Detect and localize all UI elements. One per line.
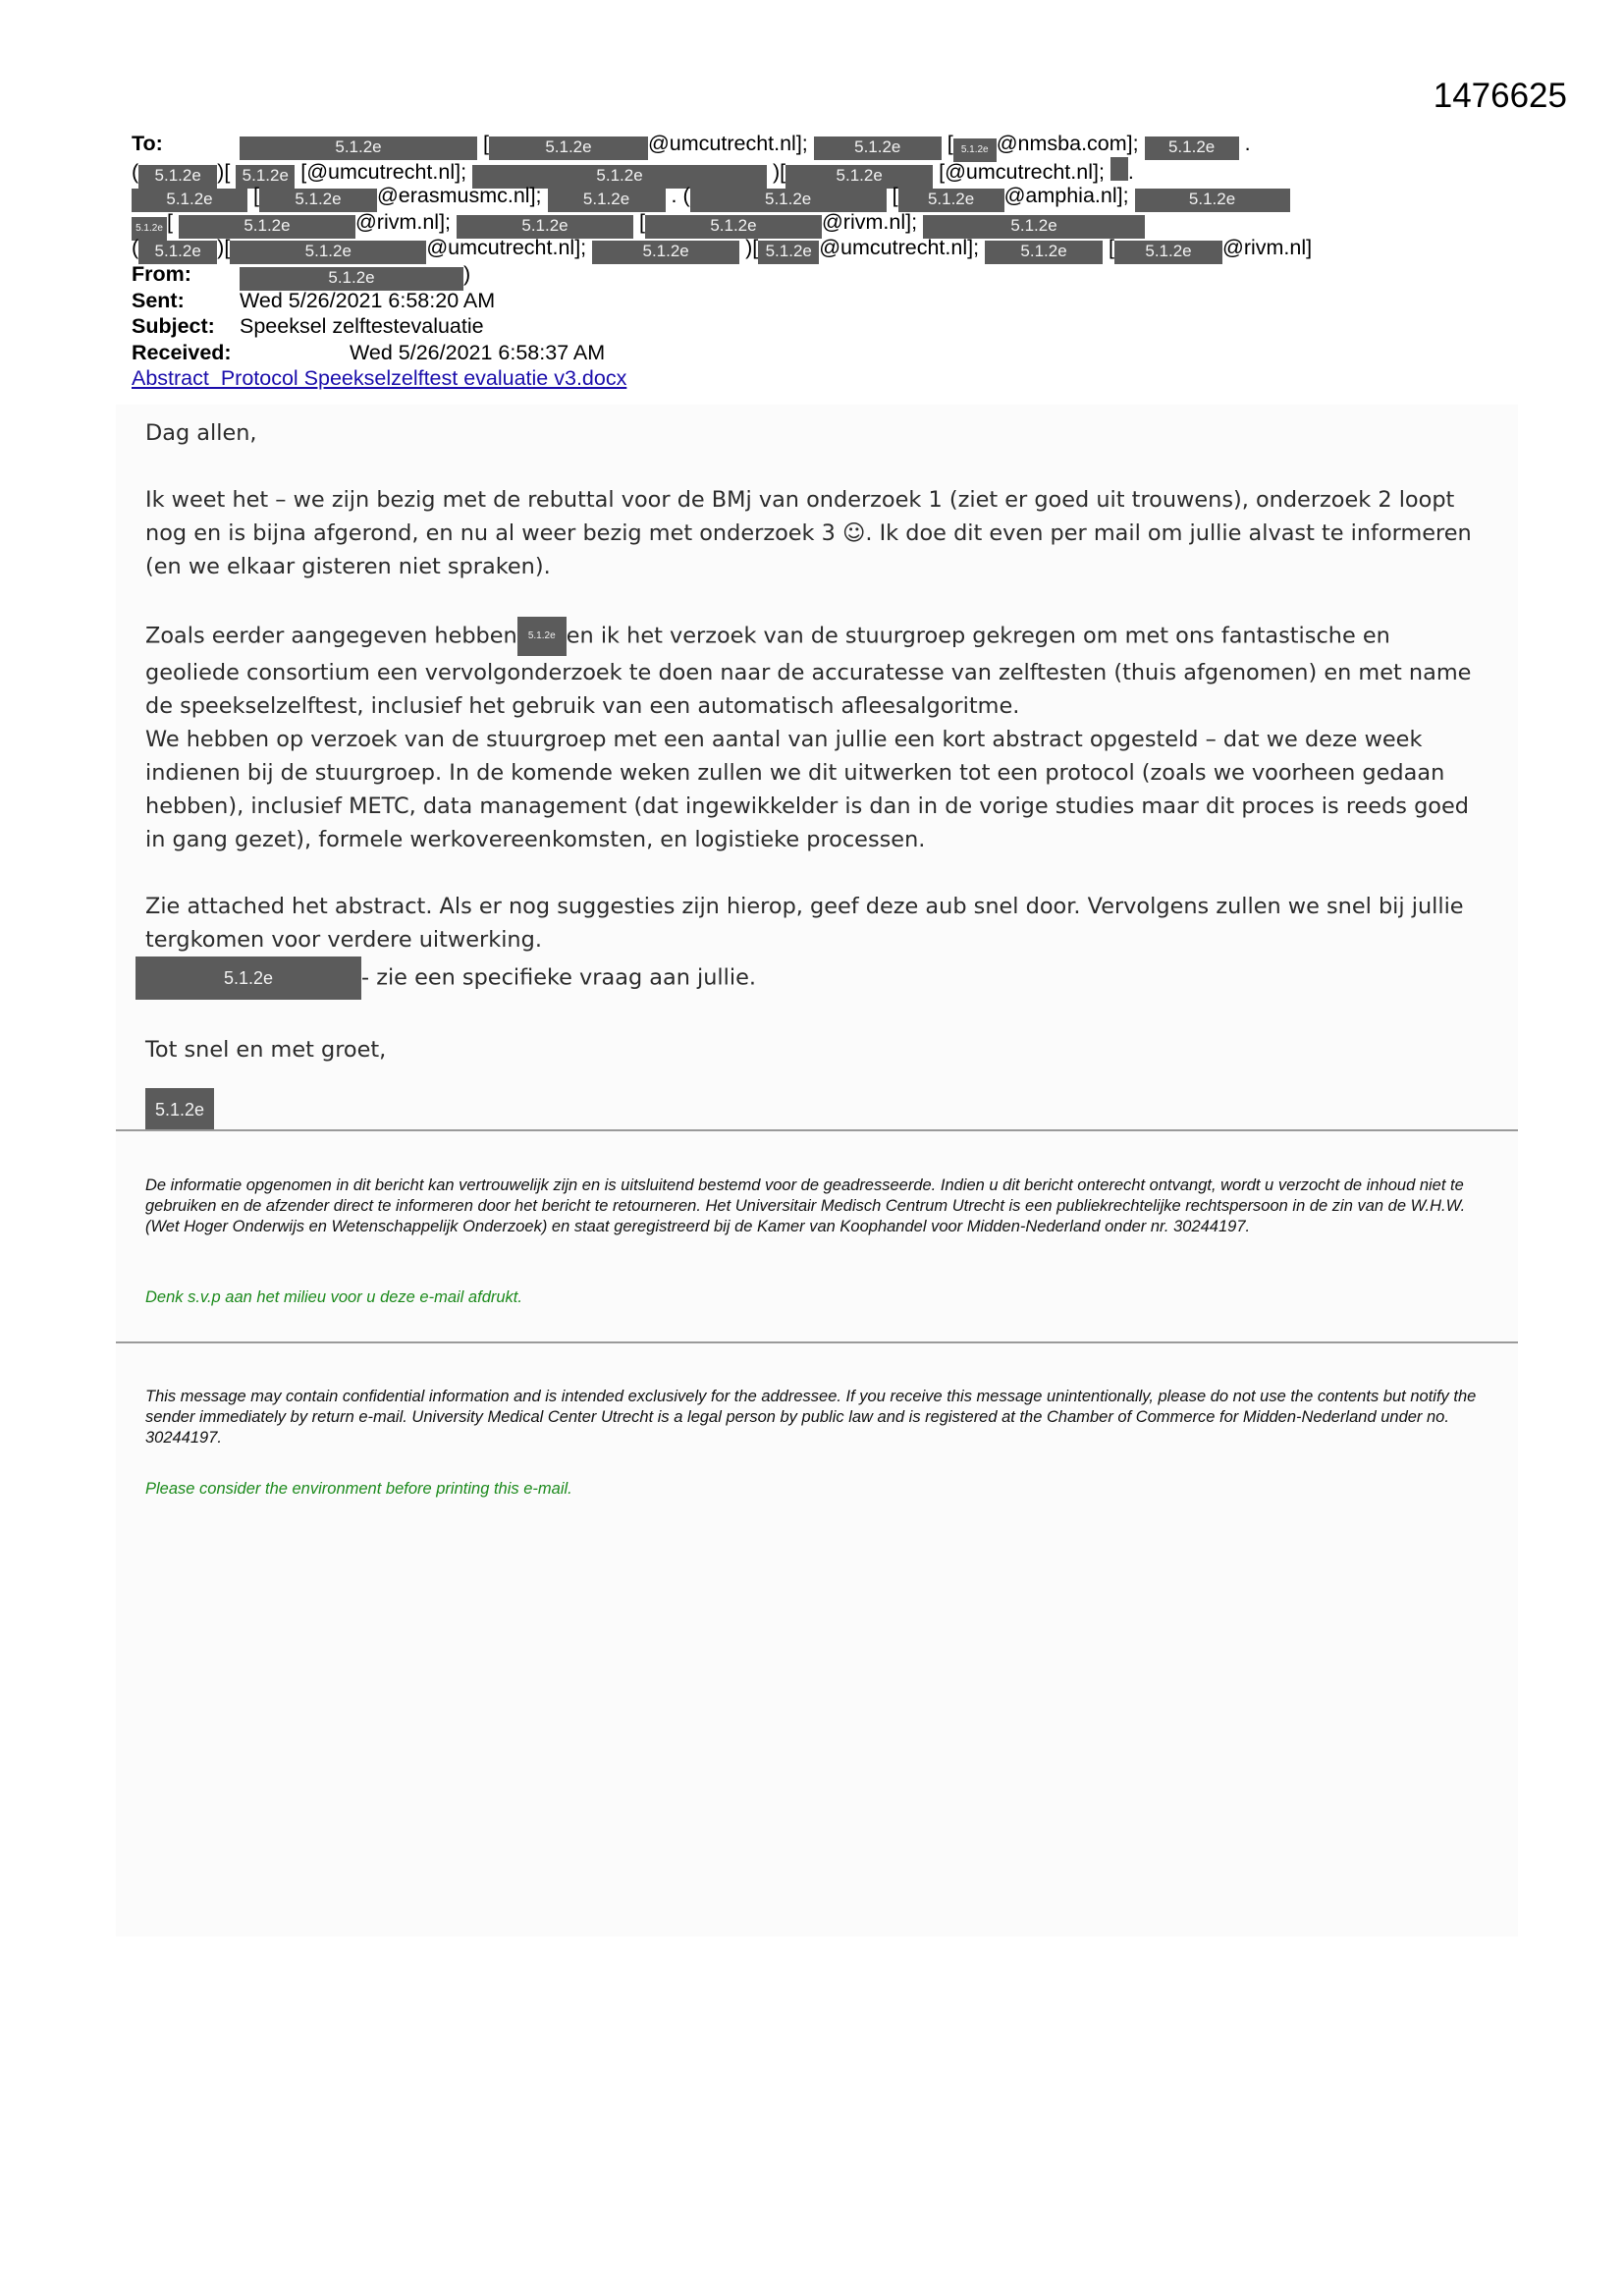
subject-value: Speeksel zelftestevaluatie — [240, 314, 484, 339]
redaction-box: 5.1.2e — [230, 241, 426, 264]
document-id: 1476625 — [1433, 77, 1567, 115]
email-header — [132, 131, 1487, 392]
divider — [116, 1129, 1518, 1131]
redaction-box: 5.1.2e — [240, 267, 463, 291]
divider — [116, 1341, 1518, 1343]
redaction-box: 5.1.2e — [132, 217, 167, 241]
recipient-domain: @umcutrecht.nl]; — [306, 159, 467, 184]
redaction-box: 5.1.2e — [1145, 137, 1239, 160]
sent-value: Wed 5/26/2021 6:58:20 AM — [240, 288, 496, 312]
redaction-box: 5.1.2e — [645, 215, 822, 239]
email-body — [145, 416, 1490, 1131]
received-row — [132, 340, 1487, 366]
to-row-4: 5.1.2e [ 5.1.2e @rivm.nl]; 5.1.2e [ 5.1.2e @rivm.nl]; 5.1.2e — [132, 209, 1487, 236]
sent-row — [132, 288, 1487, 314]
sent-label: Sent: — [132, 288, 185, 312]
disclaimer-dutch: De informatie opgenomen in dit bericht kan vertrouwelijk zijn en is uitsluitend bestemd voor de geadresseerde. Indien u dit bericht onterecht ontvangt, wordt u verzocht de inhoud niet te gebruiken en de afzender direct te informeren door het bericht te retourneren. Het Universitair Medisch Centrum Utrecht is een publiekrechtelijke rechtspersoon in de zin van de W.H.W. (Wet Hoger Onderwijs en Wetenschappelijk Onderzoek) en staat geregistreerd bij de Kamer van Koophandel voor Midden-Nederland onder nr. 30244197. — [145, 1176, 1466, 1235]
attachment-row — [132, 365, 1487, 392]
to-row-3: 5.1.2e [ 5.1.2e @erasmusmc.nl]; 5.1.2e . ( 5.1.2e [ 5.1.2e @amphia.nl]; 5.1.2e — [132, 183, 1487, 209]
redaction-box — [1110, 157, 1128, 181]
subject-row — [132, 313, 1487, 340]
redaction-box: 5.1.2e — [517, 617, 567, 656]
redaction-box: 5.1.2e — [135, 957, 361, 1000]
paragraph-2b: We hebben op verzoek van de stuurgroep met een aantal van jullie een kort abstract opgesteld – dat we deze week indienen bij de stuurgroep. In de komende weken zullen we dit uitwerken tot een protocol (zoals we voorheen gedaan hebben), inclusief METC, data management (dat ingewikkelder is dan in de vorige studies maar dit proces is reeds goed in gang gezet), formele werkovereenkomsten, en logistieke processen. — [145, 727, 1469, 852]
redaction-box: 5.1.2e — [592, 241, 739, 264]
environment-note-english: Please consider the environment before printing this e-mail. — [145, 1480, 572, 1498]
to-row-2: ( 5.1.2e )[ 5.1.2e [@umcutrecht.nl]; 5.1.2e )[ 5.1.2e [@umcutrecht.nl]; . — [132, 157, 1487, 184]
signature-redaction: 5.1.2e — [145, 1088, 214, 1131]
received-label: Received: — [132, 340, 232, 364]
subject-label: Subject: — [132, 314, 215, 339]
to-label: To: — [132, 132, 163, 155]
redaction-box: 5.1.2e — [138, 241, 217, 264]
redaction-box: 5.1.2e — [489, 137, 648, 160]
redaction-box: 5.1.2e — [898, 189, 1004, 212]
recipient-domain: @erasmusmc.nl]; — [376, 184, 542, 208]
paragraph-3b: 5.1.2e - zie een specifieke vraag aan jullie. — [145, 957, 1490, 1000]
greeting: Dag allen, — [145, 420, 257, 446]
recipient-domain: @nmsba.com]; — [996, 132, 1139, 155]
redaction-box: 5.1.2e — [179, 215, 355, 239]
redaction-box: 5.1.2e — [472, 165, 767, 189]
from-label: From: — [132, 261, 191, 286]
redaction-box: 5.1.2e — [132, 189, 247, 212]
attachment-link[interactable]: Abstract_Protocol Speekselzelftest evaluatie v3.docx — [132, 366, 627, 391]
redaction-box: 5.1.2e — [785, 165, 933, 189]
redaction-box: 5.1.2e — [548, 189, 666, 212]
redaction-box: 5.1.2e — [814, 137, 942, 160]
redaction-box: 5.1.2e — [1114, 241, 1222, 264]
redaction-box: 5.1.2e — [758, 241, 819, 264]
recipient-domain: @umcutrecht.nl]; — [647, 132, 808, 155]
redaction-box: 5.1.2e — [1135, 189, 1290, 212]
recipient-domain: @rivm.nl]; — [354, 209, 452, 234]
from-row: From: 5.1.2e ) — [132, 261, 1487, 288]
recipient-domain: @umcutrecht.nl]; — [819, 236, 980, 260]
redaction-box: 5.1.2e — [236, 165, 295, 189]
redaction-box: 5.1.2e — [259, 189, 377, 212]
redaction-box: 5.1.2e — [240, 137, 477, 160]
closing: Tot snel en met groet, — [145, 1037, 387, 1063]
redaction-box: 5.1.2e — [690, 189, 887, 212]
paragraph-1: Ik weet het – we zijn bezig met de rebuttal voor de BMj van onderzoek 1 (ziet er goed uit trouwens), onderzoek 2 loopt nog en is bijna afgerond, en nu al weer bezig met onderzoek 3 ☺. Ik doe dit even per mail om jullie alvast te informeren (en we elkaar gisteren niet spraken). — [145, 487, 1472, 579]
redaction-box: 5.1.2e — [923, 215, 1145, 239]
environment-note-dutch: Denk s.v.p aan het milieu voor u deze e-mail afdrukt. — [145, 1288, 522, 1306]
paragraph-3: Zie attached het abstract. Als er nog suggesties zijn hierop, geef deze aub snel door. Vervolgens zullen we snel bij jullie tergkomen voor verdere uitwerking. — [145, 894, 1464, 953]
received-value: Wed 5/26/2021 6:58:37 AM — [350, 340, 606, 364]
redaction-box: 5.1.2e — [985, 241, 1103, 264]
redaction-box: 5.1.2e — [138, 165, 217, 189]
redaction-box: 5.1.2e — [953, 138, 997, 162]
recipient-domain: @amphia.nl]; — [1003, 184, 1129, 208]
recipient-domain: @rivm.nl]; — [821, 209, 918, 234]
recipient-domain: @umcutrecht.nl]; — [426, 236, 587, 260]
paragraph-2a: Zoals eerder aangegeven hebben 5.1.2e en ik het verzoek van de stuurgroep gekregen om met ons fantastische en geoliede consortium een vervolgonderzoek te doen naar de accuratesse van zelftesten (thuis afgenomen) en met name de speekselzelftest, inclusief het gebruik van een automatisch afleesalgoritme. — [145, 617, 1490, 723]
disclaimer-english: This message may contain confidential information and is intended exclusively for the addressee. If you receive this message unintentionally, please do not use the contents but notify the sender immediately by return e-mail. University Medical Center Utrecht is a legal person by public law and is registered at the Chamber of Commerce for Midden-Nederland under no. 30244197. — [145, 1388, 1477, 1447]
recipient-domain: @umcutrecht.nl]; — [945, 159, 1105, 184]
to-row-1: To: 5.1.2e [ 5.1.2e @umcutrecht.nl]; 5.1.2e [ 5.1.2e @nmsba.com]; 5.1.2e . — [132, 131, 1487, 157]
to-row-5: ( 5.1.2e )[ 5.1.2e @umcutrecht.nl]; 5.1.2e )[ 5.1.2e @umcutrecht.nl]; 5.1.2e [ 5.1.2e @rivm.nl] — [132, 235, 1487, 261]
recipient-domain: @rivm.nl] — [1222, 236, 1313, 260]
redaction-box: 5.1.2e — [457, 215, 633, 239]
